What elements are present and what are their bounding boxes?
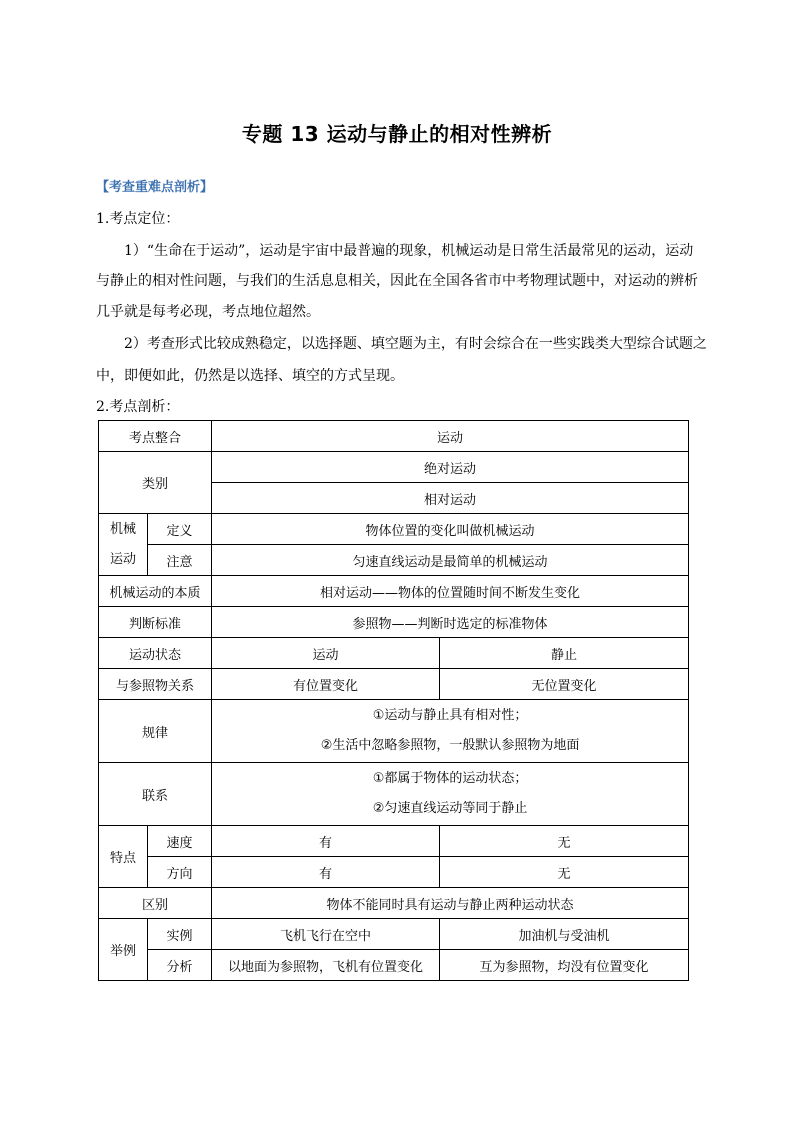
- relation-still-cell: 无位置变化: [440, 669, 689, 700]
- essence-label-cell: 机械运动的本质: [99, 576, 212, 607]
- mechanical-label-cell: [99, 514, 148, 576]
- difference-value-cell: 物体不能同时具有运动与静止两种运动状态: [212, 888, 689, 919]
- law-line1: ①运动与静止具有相对性；: [372, 708, 528, 723]
- note-value-cell: 匀速直线运动是最简单的机械运动: [212, 545, 689, 576]
- mechanical-label-line2: 运动: [109, 551, 136, 567]
- analysis-moving-cell: 以地面为参照物，飞机有位置变化: [212, 950, 440, 981]
- table-row: [99, 919, 689, 950]
- state-label-cell: 运动状态: [99, 638, 212, 669]
- example-label-cell: 举例: [99, 919, 148, 981]
- speed-still-cell: 无: [440, 826, 689, 857]
- table-row: [99, 421, 689, 452]
- relation-moving-cell: 有位置变化: [212, 669, 440, 700]
- definition-label-cell: 定义: [148, 514, 212, 545]
- instance-still-cell: 加油机与受油机: [440, 919, 689, 950]
- state-still-cell: 静止: [440, 638, 689, 669]
- law-value-cell: [212, 700, 689, 763]
- essence-value-cell: 相对运动——物体的位置随时间不断发生变化: [212, 576, 689, 607]
- table-row: [99, 826, 689, 857]
- table-row: [99, 763, 689, 826]
- law-line2: ②生活中忽略参照物，一般默认参照物为地面: [320, 738, 580, 753]
- analysis-still-cell: 互为参照物，均没有位置变化: [440, 950, 689, 981]
- section2-heading: 2.考点剖析：: [96, 399, 180, 415]
- note-label-cell: 注意: [148, 545, 212, 576]
- definition-value-cell: 物体位置的变化叫做机械运动: [212, 514, 689, 545]
- page-title: 专题 13 运动与静止的相对性辨析: [241, 122, 553, 146]
- section1-heading: 1.考点定位：: [96, 211, 180, 227]
- para2-line2: 中，即便如此，仍然是以选择、填空的方式呈现。: [96, 368, 404, 384]
- relation-label-cell: 与参照物关系: [99, 669, 212, 700]
- speed-moving-cell: 有: [212, 826, 440, 857]
- difference-label-cell: 区别: [99, 888, 212, 919]
- instance-moving-cell: 飞机飞行在空中: [212, 919, 440, 950]
- para1-line2: 与静止的相对性问题，与我们的生活息息相关，因此在全国各省市中考物理试题中，对运动的辨析: [96, 273, 698, 289]
- para1-line3: 几乎就是每考必现，考点地位超然。: [96, 304, 320, 320]
- speed-label-cell: 速度: [148, 826, 212, 857]
- table-row: [99, 950, 689, 981]
- table-row: [99, 514, 689, 545]
- direction-label-cell: 方向: [148, 857, 212, 888]
- feature-label-cell: 特点: [99, 826, 148, 888]
- knowledge-table: [98, 420, 689, 981]
- table-row: [99, 857, 689, 888]
- link-value-cell: [212, 763, 689, 826]
- table-row: [99, 700, 689, 763]
- category-label-cell: 类别: [99, 452, 212, 514]
- para1-line1: 1）“生命在于运动”，运动是宇宙中最普遍的现象，机械运动是日常生活最常见的运动，运动: [124, 243, 694, 259]
- criterion-value-cell: 参照物——判断时选定的标准物体: [212, 607, 689, 638]
- table-row: [99, 669, 689, 700]
- direction-still-cell: 无: [440, 857, 689, 888]
- link-label-cell: 联系: [99, 763, 212, 826]
- category-relative-cell: 相对运动: [212, 483, 689, 514]
- table-row: [99, 545, 689, 576]
- link-line2: ②匀速直线运动等同于静止: [372, 801, 528, 816]
- instance-label-cell: 实例: [148, 919, 212, 950]
- state-moving-cell: 运动: [212, 638, 440, 669]
- header-label-cell: 考点整合: [99, 421, 212, 452]
- direction-moving-cell: 有: [212, 857, 440, 888]
- para2-line1: 2）考查形式比较成熟稳定，以选择题、填空题为主，有时会综合在一些实践类大型综合试题之: [124, 336, 707, 352]
- table-row: [99, 452, 689, 483]
- table-row: [99, 607, 689, 638]
- table-row: [99, 888, 689, 919]
- criterion-label-cell: 判断标准: [99, 607, 212, 638]
- table-row: [99, 638, 689, 669]
- table-row: [99, 576, 689, 607]
- category-absolute-cell: 绝对运动: [212, 452, 689, 483]
- analysis-label-cell: 分析: [148, 950, 212, 981]
- header-value-cell: 运动: [212, 421, 689, 452]
- section-heading: 【考查重难点剖析】: [96, 180, 214, 195]
- mechanical-label-line1: 机械: [109, 521, 136, 537]
- link-line1: ①都属于物体的运动状态；: [372, 771, 528, 786]
- law-label-cell: 规律: [99, 700, 212, 763]
